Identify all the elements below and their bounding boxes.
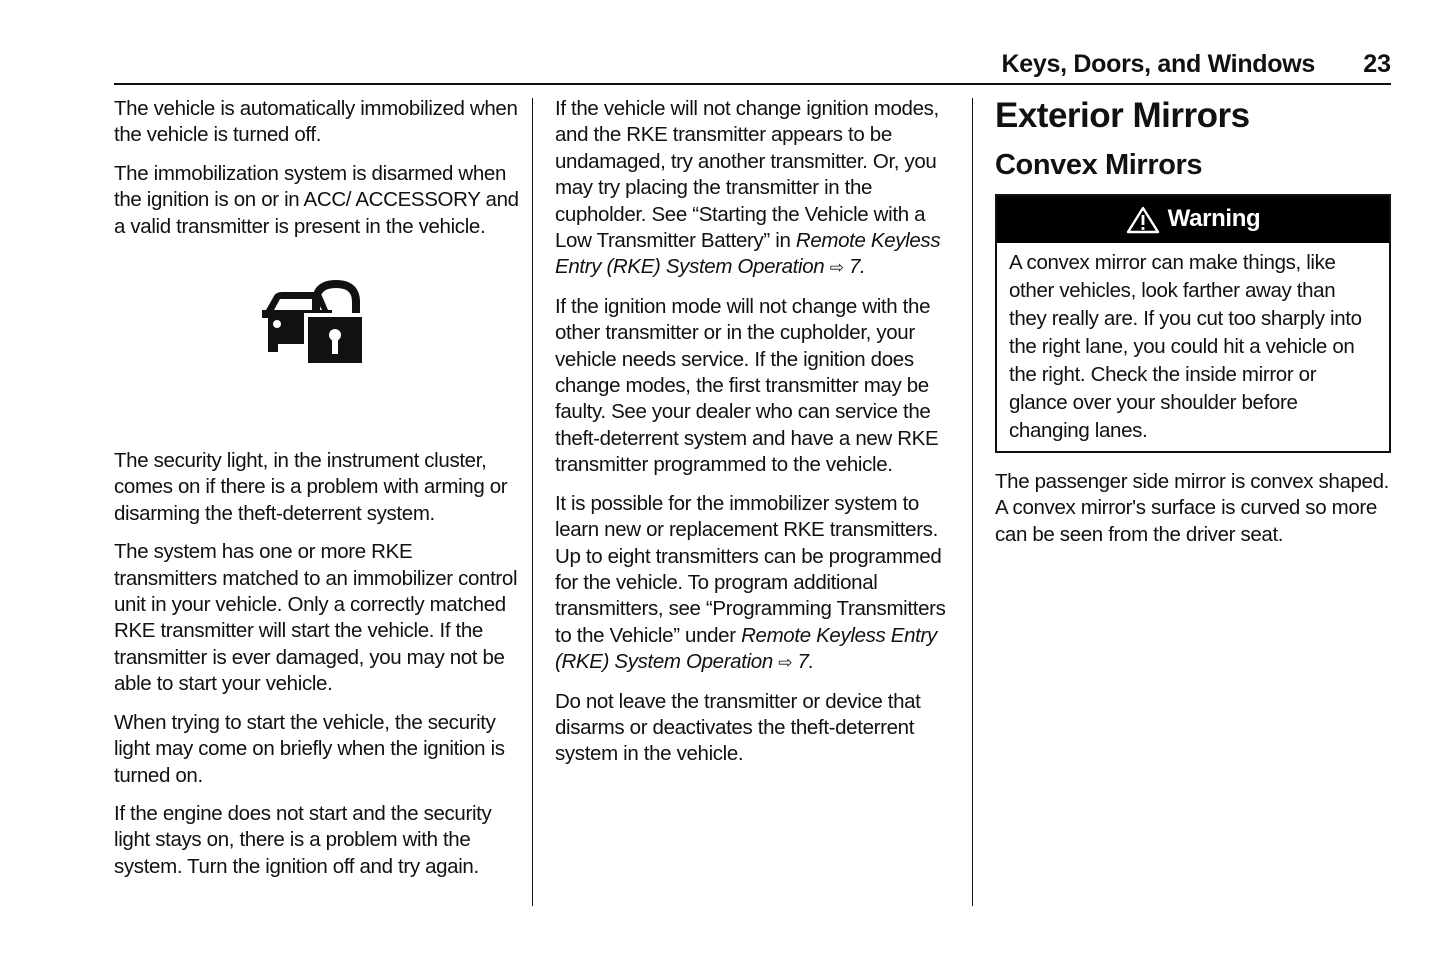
page-header: [114, 46, 1391, 85]
warning-text: A convex mirror can make things, like other vehicles, look farther away than they really are. If you cut too sharply into the right lane, you could hit a vehicle on the right. Check the inside mirror or glance over your shoulder before changing lanes.: [1009, 251, 1362, 442]
page-ref-arrow-icon: ⇨: [778, 653, 793, 673]
paragraph: When trying to start the vehicle, the security light may come on briefly when the ignition is turned on.: [114, 710, 505, 787]
paragraph-text: It is possible for the immobilizer system to learn new or replacement RKE transmitters. Up to eight transmitters can be programmed for the vehicle. To program additional transmitters, see “Programming Transmitters to the Vehicle” under: [555, 491, 946, 647]
period: .: [860, 255, 866, 279]
warning-triangle-icon: [1126, 206, 1160, 234]
paragraph: The immobilization system is disarmed when the ignition is on or in ACC/ ACCESSORY and a valid transmitter is present in the vehicle.: [114, 161, 519, 238]
period: .: [808, 650, 814, 674]
security-light-icon: [260, 280, 364, 364]
paragraph: The security light, in the instrument cluster, comes on if there is a problem with arming or disarming the theft-deterrent system.: [114, 449, 508, 525]
page-number: 23: [1363, 50, 1391, 78]
section-heading: Exterior Mirrors: [995, 96, 1250, 135]
subsection-heading: Convex Mirrors: [995, 149, 1203, 181]
column-divider-2: [972, 98, 973, 906]
cross-reference-page[interactable]: 7: [848, 255, 861, 279]
column-1: [114, 96, 519, 892]
column-divider-1: [532, 98, 533, 906]
paragraph: If the engine does not start and the security light stays on, there is a problem with the system. Turn the ignition off and try again.: [114, 801, 492, 878]
security-light-figure: [114, 280, 519, 392]
paragraph: If the ignition mode will not change with the other transmitter or in the cupholder, your vehicle needs service. If the ignition does change modes, the first transmitter may be faulty. See your dealer who can service the theft-deterrent system and have a new RKE transmitter programmed to the vehicle.: [555, 294, 939, 477]
paragraph: The vehicle is automatically immobilized when the vehicle is turned off.: [114, 97, 518, 147]
column-3: [995, 96, 1391, 560]
warning-header: [997, 196, 1389, 243]
column-2: [555, 96, 950, 780]
warning-title: Warning: [1167, 205, 1261, 233]
paragraph: The system has one or more RKE transmitters matched to an immobilizer control unit in your vehicle. Only a correctly matched RKE transmitter will start the vehicle. If the transmitter is ever damaged, you may not be able to start your vehicle.: [114, 540, 518, 696]
warning-box: [995, 194, 1391, 453]
paragraph: The passenger side mirror is convex shaped. A convex mirror's surface is curved so more can be seen from the driver seat.: [995, 470, 1390, 546]
paragraph: [555, 96, 950, 282]
cross-reference-page[interactable]: 7: [797, 650, 809, 674]
page-ref-arrow-icon: ⇨: [829, 258, 844, 278]
running-head-title: Keys, Doors, and Windows: [1001, 50, 1315, 78]
cross-reference-link[interactable]: Remote Keyless Entry (RKE) System Operation: [555, 623, 937, 674]
cross-reference-link[interactable]: Remote Keyless Entry (RKE) System Operation: [555, 229, 941, 279]
paragraph-text: If the vehicle will not change ignition modes, and the RKE transmitter appears to be undamaged, try another transmitter. Or, you may try placing the transmitter in the cupholder. See “Starting the Vehicle with a Low Transmitter Battery” in: [555, 97, 939, 253]
paragraph: Do not leave the transmitter or device that disarms or deactivates the theft-deterrent system in the vehicle.: [555, 689, 921, 766]
paragraph: [555, 491, 950, 677]
